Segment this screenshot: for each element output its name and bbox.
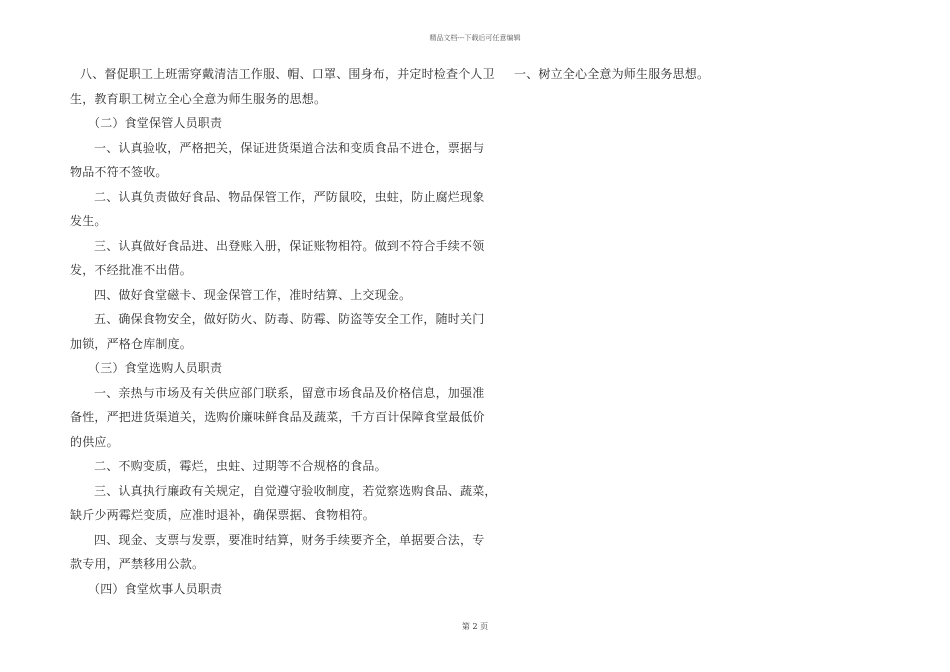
- text-line: 备性，严把进货渠道关，选购价廉味鲜食品及蔬菜，千方百计保障食堂最低价: [70, 410, 485, 424]
- text-line: 发生。: [70, 214, 107, 228]
- text-line: 物品不符不签收。: [70, 165, 168, 179]
- text-line: 三、认真执行廉政有关规定，自觉遵守验收制度，若觉察选购食品、蔬菜，: [94, 483, 497, 498]
- page-header: 精品文档---下载后可任意编辑: [429, 34, 521, 42]
- text-line: 生，教育职工树立全心全意为师生服务的思想。: [70, 91, 327, 106]
- right-text-column: [498, 62, 798, 87]
- text-line: 五、确保食物安全，做好防火、防毒、防霉、防盗等安全工作，随时关门: [94, 312, 485, 326]
- text-line: 二、不购变质，霉烂，虫蛀、过期等不合规格的食品。: [94, 459, 387, 473]
- section-heading: （四）食堂炊事人员职责: [88, 581, 223, 596]
- left-text-column: [70, 62, 497, 601]
- section-heading: （三）食堂选购人员职责: [88, 361, 223, 375]
- text-line: 一、树立全心全意为师生服务思想。: [514, 67, 710, 81]
- text-line: 八、督促职工上班需穿戴清洁工作服、帽、口罩、围身布，并定时检查个人卫: [80, 67, 495, 81]
- text-line: 缺斤少两霉烂变质，应准时退补，确保票据、食物相符。: [70, 508, 376, 522]
- text-line: 三、认真做好食品进、出登账入册，保证账物相符。做到不符合手续不领: [94, 238, 485, 253]
- section-heading: （二）食堂保管人员职责: [88, 116, 223, 130]
- text-line: 发，不经批准不出借。: [70, 263, 193, 277]
- text-line: 二、认真负责做好食品、物品保管工作，严防鼠咬，虫蛀，防止腐烂现象: [94, 189, 485, 204]
- text-line: 加锁，严格仓库制度。: [70, 336, 193, 351]
- text-line: 四、现金、支票与发票，要准时结算，财务手续要齐全，单据要合法，专: [94, 532, 485, 547]
- text-line: 一、亲热与市场及有关供应部门联系，留意市场食品及价格信息，加强准: [94, 385, 485, 400]
- text-line: 款专用，严禁移用公款。: [70, 557, 205, 571]
- text-line: 一、认真验收，严格把关，保证进货渠道合法和变质食品不进仓，票据与: [94, 140, 485, 155]
- page-number: 第 2 页: [461, 622, 489, 631]
- text-line: 四、做好食堂磁卡、现金保管工作，准时结算、上交现金。: [94, 287, 412, 302]
- text-line: 的供应。: [70, 434, 119, 449]
